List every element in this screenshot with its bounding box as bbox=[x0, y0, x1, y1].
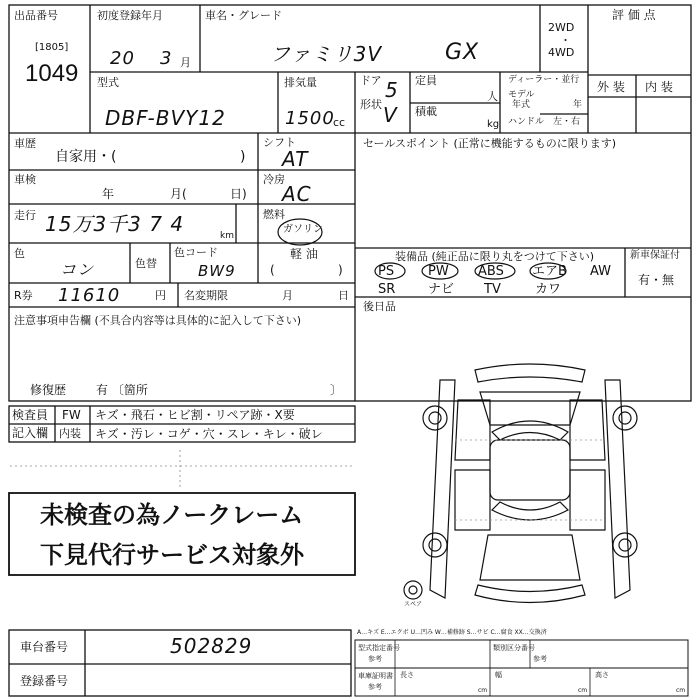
later-items-label: 後日品 bbox=[363, 300, 396, 313]
height-unit: cm bbox=[676, 687, 686, 694]
capacity-label: 定員 bbox=[415, 74, 437, 87]
width-label: 幅 bbox=[495, 671, 502, 679]
new-car-warranty-label: 新車保証付 bbox=[630, 250, 680, 261]
inspection-month-unit: 月( bbox=[170, 187, 187, 201]
garage-cert-ref: 参考 bbox=[368, 683, 382, 691]
garage-cert-label: 車庫証明書 bbox=[358, 672, 393, 680]
lot-sub-number: [1805] bbox=[35, 42, 69, 53]
interior-label: 内 装 bbox=[645, 80, 673, 94]
width-unit: cm bbox=[578, 687, 588, 694]
color-code-value: BW9 bbox=[198, 262, 236, 280]
lot-number-label: 出品番号 bbox=[14, 9, 58, 22]
displacement-label: 排気量 bbox=[284, 76, 317, 89]
displacement-unit: cc bbox=[333, 116, 346, 129]
equip-tv: TV bbox=[484, 282, 501, 297]
recycle-unit: 円 bbox=[155, 289, 166, 302]
sales-points-label: セールスポイント (正常に機能するものに限ります) bbox=[363, 137, 617, 150]
length-unit: cm bbox=[478, 687, 488, 694]
fuel-gasoline: ガソリン bbox=[283, 224, 323, 235]
equip-leather: カワ bbox=[535, 282, 562, 297]
car-name-label: 車名・グレード bbox=[205, 9, 282, 22]
drive-separator: ・ bbox=[560, 34, 571, 47]
registration-month: 3 bbox=[160, 48, 173, 69]
name-change-month: 月 bbox=[282, 289, 293, 302]
inspector-label: 検査員 bbox=[12, 408, 49, 422]
equip-airbag: エアB bbox=[532, 264, 567, 279]
entry-label: 記入欄 bbox=[12, 426, 49, 440]
color-code-label: 色コード bbox=[174, 246, 218, 259]
registration-year: 20 bbox=[110, 48, 135, 69]
registration-month-unit: 月 bbox=[180, 56, 191, 69]
new-car-warranty-value: 有・無 bbox=[638, 273, 675, 287]
interior-check-label: 内装 bbox=[59, 427, 81, 440]
repair-history-close: 〕 bbox=[330, 383, 343, 397]
equip-aw: AW bbox=[590, 264, 612, 279]
load-label: 積載 bbox=[415, 105, 437, 118]
name-change-label: 名変期限 bbox=[184, 289, 228, 302]
mileage-label: 走行 bbox=[14, 209, 36, 222]
history-close: ) bbox=[240, 149, 246, 165]
capacity-unit: 人 bbox=[487, 90, 498, 103]
car-name: ファミリ3V bbox=[270, 42, 383, 66]
notes-label: 注意事項申告欄 (不具合内容等は具体的に記入して下さい) bbox=[14, 314, 302, 327]
fw-label: FW bbox=[62, 408, 81, 422]
notice-no-claim: 未検査の為ノークレーム bbox=[40, 501, 304, 529]
fuel-diesel: 軽 油 bbox=[290, 247, 318, 261]
category-ref: 参考 bbox=[533, 655, 547, 663]
displacement-value: 1500 bbox=[285, 108, 335, 129]
name-change-day: 日 bbox=[338, 289, 349, 302]
equip-abs: ABS bbox=[478, 264, 504, 279]
load-unit: kg bbox=[487, 119, 500, 130]
notice-service-excluded: 下見代行サービス対象外 bbox=[40, 541, 304, 569]
equip-ps: PS bbox=[378, 264, 395, 279]
model-year-label-1: モデル bbox=[508, 90, 535, 100]
equip-pw: PW bbox=[428, 264, 449, 279]
door-count: 5 bbox=[385, 78, 399, 102]
recycle-value: 11610 bbox=[58, 285, 121, 306]
model-year-unit: 年 bbox=[573, 100, 583, 110]
drive-2wd: 2WD bbox=[548, 21, 575, 34]
model-code: DBF-BVY12 bbox=[105, 106, 226, 130]
history-label: 車歴 bbox=[14, 137, 36, 150]
designation-number-label: 型式指定番号 bbox=[358, 644, 400, 652]
color-label: 色 bbox=[14, 247, 25, 260]
lot-number: 1049 bbox=[25, 60, 79, 87]
handle-label: ハンドル bbox=[508, 117, 545, 127]
evaluation-label: 評 価 点 bbox=[612, 8, 656, 22]
model-code-label: 型式 bbox=[97, 76, 119, 89]
body-shape: V bbox=[383, 103, 398, 127]
equip-navi: ナビ bbox=[428, 282, 455, 297]
inspection-year-unit: 年 bbox=[102, 187, 115, 201]
history-value: 自家用・( bbox=[55, 149, 117, 165]
fuel-paren-open: ( bbox=[270, 263, 275, 277]
handle-value: 左・右 bbox=[553, 117, 581, 127]
designation-ref: 参考 bbox=[368, 655, 382, 663]
chassis-number: 502829 bbox=[170, 634, 253, 658]
drive-4wd: 4WD bbox=[548, 46, 575, 59]
repair-history-value: 有 〔箇所 bbox=[96, 383, 148, 397]
equip-sr: SR bbox=[378, 282, 396, 297]
exterior-label: 外 装 bbox=[597, 80, 625, 94]
ac-value: AC bbox=[282, 182, 312, 206]
fuel-paren-close: ) bbox=[338, 263, 343, 277]
body-shape-label: 形状 bbox=[360, 98, 382, 111]
shift-value: AT bbox=[282, 147, 309, 171]
equipment-label: 装備品 (純正品に限り丸をつけて下さい) bbox=[395, 250, 595, 263]
recycle-label: R券 bbox=[14, 289, 33, 302]
shift-label: シフト bbox=[263, 136, 296, 149]
inspection-day-unit: 日) bbox=[230, 187, 247, 201]
inspection-label: 車検 bbox=[14, 173, 36, 186]
repair-history-label: 修復歴 bbox=[30, 383, 67, 397]
door-label: ドア bbox=[360, 74, 382, 87]
dealer-label: ディーラー・並行 bbox=[508, 75, 580, 85]
spare-tire-label: スペア bbox=[404, 601, 423, 608]
fw-items: キズ・飛石・ヒビ割・リペア跡・X要 bbox=[95, 408, 295, 422]
interior-check-items: キズ・汚レ・コゲ・穴・スレ・キレ・破レ bbox=[95, 427, 323, 441]
fuel-label: 燃料 bbox=[263, 208, 285, 221]
mileage-value: 15万3千3 7 4 bbox=[45, 212, 185, 236]
chassis-number-label: 車台番号 bbox=[20, 640, 69, 654]
car-grade: GX bbox=[445, 40, 480, 65]
height-label: 高さ bbox=[595, 671, 609, 679]
damage-legend: A…キズ E…エクボ U…凹み W…補修跡 S…サビ C…腐食 XX…交換済 bbox=[357, 629, 547, 636]
color-value: コン bbox=[60, 260, 95, 279]
mileage-unit: km bbox=[220, 231, 234, 241]
length-label: 長さ bbox=[400, 671, 414, 679]
category-number-label: 類別区分番号 bbox=[493, 644, 535, 652]
ac-label: 冷房 bbox=[263, 173, 285, 186]
model-year-label-2: 年式 bbox=[512, 100, 531, 110]
color-change-label: 色替 bbox=[135, 257, 157, 270]
registration-number-label: 登録番号 bbox=[20, 674, 69, 688]
first-registration-label: 初度登録年月 bbox=[97, 9, 163, 22]
